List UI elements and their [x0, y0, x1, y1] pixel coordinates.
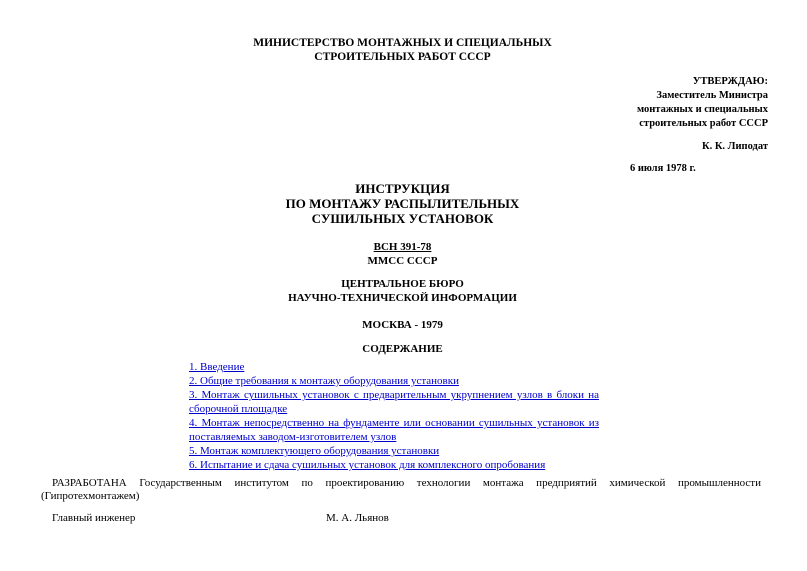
- ministry-line-2: СТРОИТЕЛЬНЫХ РАБОТ СССР: [314, 51, 491, 63]
- approval-line-2: монтажных и специальных: [636, 104, 768, 115]
- bureau-line-2: НАУЧНО-ТЕХНИЧЕСКОЙ ИНФОРМАЦИИ: [288, 292, 517, 304]
- title-line-2: ПО МОНТАЖУ РАСПЫЛИТЕЛЬНЫХ: [285, 196, 520, 211]
- toc-link-testing[interactable]: 6. Испытание и сдача сушильных установок для комплексного опробования: [189, 459, 546, 471]
- title-line-1: ИНСТРУКЦИЯ: [355, 181, 450, 196]
- toc-link-introduction[interactable]: 1. Введение: [189, 361, 245, 373]
- ministry-header: [200, 36, 605, 64]
- document-title: [200, 181, 605, 226]
- document-code: ВСН 391-78: [373, 241, 432, 253]
- toc-title: СОДЕРЖАНИЕ: [362, 343, 443, 355]
- document-code-block: [300, 240, 505, 268]
- toc-link-foundation-mounting[interactable]: 4. Монтаж непосредственно на фундаменте или основании сушильных установок из поставляемых заводом-изготовителем узлов: [189, 417, 599, 443]
- chief-engineer-title: Главный инженер: [52, 512, 136, 524]
- approval-line-3: строительных работ СССР: [639, 118, 768, 129]
- toc-link-auxiliary-equipment[interactable]: 5. Монтаж комплектующего оборудования установки: [189, 445, 440, 457]
- toc-link-general-requirements[interactable]: 2. Общие требования к монтажу оборудования установки: [189, 375, 459, 387]
- approval-date: 6 июля 1978 г.: [630, 163, 696, 174]
- bureau-block: [200, 277, 605, 305]
- approval-line-1: Заместитель Министра: [656, 90, 768, 101]
- ministry-line-1: МИНИСТЕРСТВО МОНТАЖНЫХ И СПЕЦИАЛЬНЫХ: [253, 37, 552, 49]
- city-year: МОСКВА - 1979: [362, 319, 443, 331]
- approval-signatory: К. К. Липодат: [701, 141, 768, 152]
- document-org: ММСС СССР: [367, 255, 438, 267]
- chief-engineer-name: М. А. Льянов: [326, 512, 389, 524]
- developed-by: РАЗРАБОТАНА Государственным институтом по проектированию технологии монтажа предприятий химической промышленности (Гипротехмонтажем): [41, 477, 761, 502]
- title-line-3: СУШИЛЬНЫХ УСТАНОВОК: [311, 211, 494, 226]
- bureau-line-1: ЦЕНТРАЛЬНОЕ БЮРО: [341, 278, 464, 290]
- approval-title: УТВЕРЖДАЮ:: [692, 76, 768, 87]
- table-of-contents: [189, 360, 599, 472]
- approval-block: [590, 75, 768, 176]
- toc-link-block-assembly[interactable]: 3. Монтаж сушильных установок с предварительным укрупнением узлов в блоки на сборочной площадке: [189, 389, 599, 415]
